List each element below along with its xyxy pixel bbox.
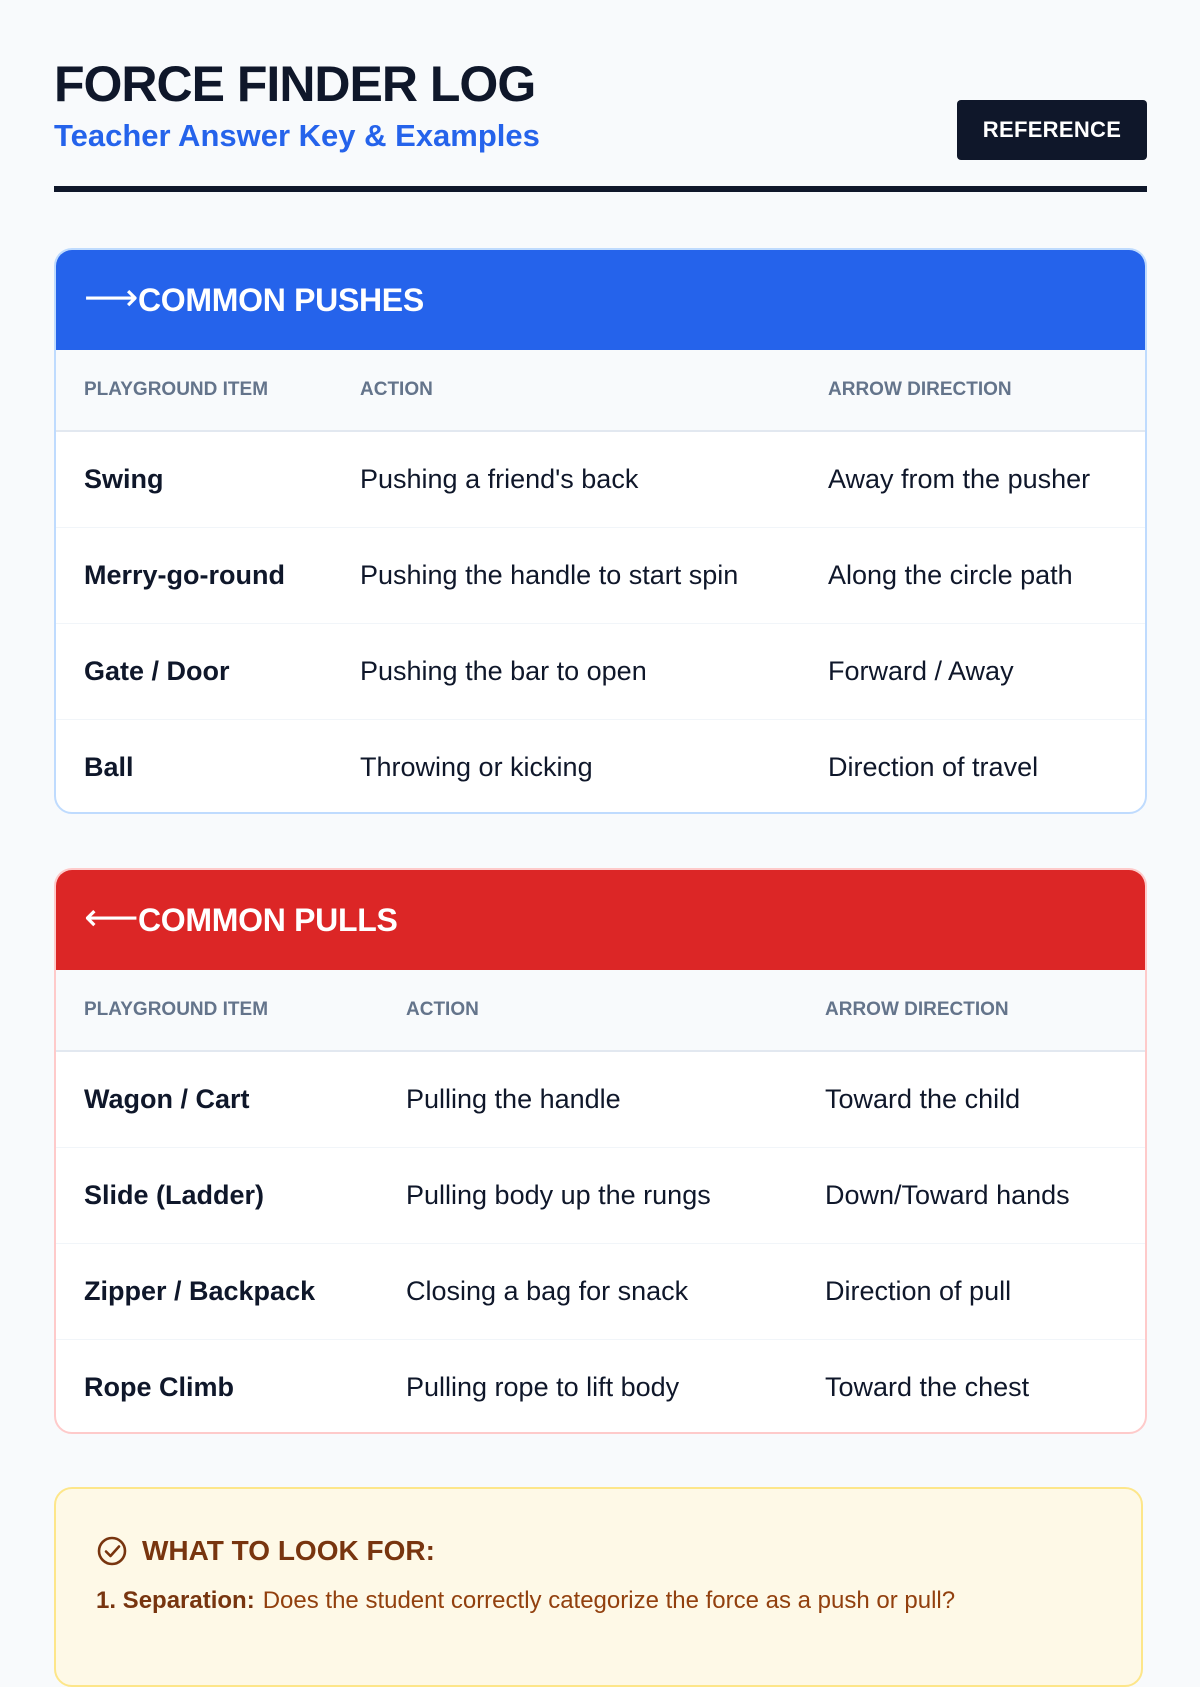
row-action: Throwing or kicking — [360, 752, 593, 782]
table-row — [56, 432, 1145, 528]
page-header — [54, 0, 1147, 192]
row-direction: Away from the pusher — [828, 464, 1091, 494]
table-row — [56, 1244, 1145, 1340]
row-action: Pulling the handle — [406, 1084, 621, 1114]
row-direction: Along the circle path — [828, 560, 1073, 590]
arrow-left-icon: ⟵ — [84, 897, 139, 939]
row-action: Pulling body up the rungs — [406, 1180, 711, 1210]
row-action: Closing a bag for snack — [406, 1276, 689, 1306]
table-row — [56, 1340, 1145, 1434]
table-row — [56, 624, 1145, 720]
pushes-column-headers — [56, 350, 1145, 432]
table-row — [56, 1052, 1145, 1148]
row-direction: Toward the child — [825, 1084, 1021, 1114]
row-item: Ball — [84, 752, 134, 782]
look-for-title: WHAT TO LOOK FOR: — [142, 1535, 435, 1566]
row-action: Pushing the bar to open — [360, 656, 647, 686]
pushes-card-header — [56, 250, 1145, 350]
header-divider — [54, 186, 1147, 192]
arrow-right-icon: ⟶ — [84, 277, 139, 319]
look-for-header — [96, 1535, 435, 1567]
look-for-box — [54, 1487, 1143, 1687]
look-for-item — [96, 1587, 955, 1615]
pushes-title: COMMON PUSHES — [138, 281, 424, 318]
check-circle-icon — [96, 1535, 128, 1567]
look-for-item-text: Does the student correctly categorize the force as a push or pull? — [262, 1587, 956, 1614]
table-row — [56, 720, 1145, 814]
page-subtitle: Teacher Answer Key & Examples — [54, 118, 540, 153]
row-item: Zipper / Backpack — [84, 1276, 316, 1306]
table-row — [56, 528, 1145, 624]
pulls-title: COMMON PULLS — [138, 901, 398, 938]
row-direction: Direction of travel — [828, 752, 1039, 782]
row-action: Pushing a friend's back — [360, 464, 639, 494]
row-direction: Toward the chest — [825, 1372, 1030, 1402]
pulls-column-headers — [56, 970, 1145, 1052]
row-item: Gate / Door — [84, 656, 230, 686]
pulls-card-header — [56, 870, 1145, 970]
column-header-direction: ARROW DIRECTION — [828, 379, 1012, 400]
reference-badge: REFERENCE — [957, 100, 1147, 160]
column-header-action: ACTION — [406, 999, 479, 1020]
column-header-direction: ARROW DIRECTION — [825, 999, 1009, 1020]
row-item: Merry-go-round — [84, 560, 285, 590]
row-action: Pulling rope to lift body — [406, 1372, 680, 1402]
pulls-card — [54, 868, 1147, 1434]
row-item: Slide (Ladder) — [84, 1180, 265, 1210]
row-item: Swing — [84, 464, 164, 494]
page — [54, 0, 1147, 1614]
row-direction: Down/Toward hands — [825, 1180, 1070, 1210]
row-item: Rope Climb — [84, 1372, 235, 1402]
column-header-item: PLAYGROUND ITEM — [84, 999, 269, 1020]
row-direction: Forward / Away — [828, 656, 1014, 686]
row-action: Pushing the handle to start spin — [360, 560, 739, 590]
row-item: Wagon / Cart — [84, 1084, 250, 1114]
page-title: FORCE FINDER LOG — [54, 56, 536, 112]
column-header-item: PLAYGROUND ITEM — [84, 379, 269, 400]
row-direction: Direction of pull — [825, 1276, 1012, 1306]
pushes-card — [54, 248, 1147, 814]
column-header-action: ACTION — [360, 379, 433, 400]
look-for-item-label: 1. Separation: — [96, 1587, 255, 1614]
table-row — [56, 1148, 1145, 1244]
